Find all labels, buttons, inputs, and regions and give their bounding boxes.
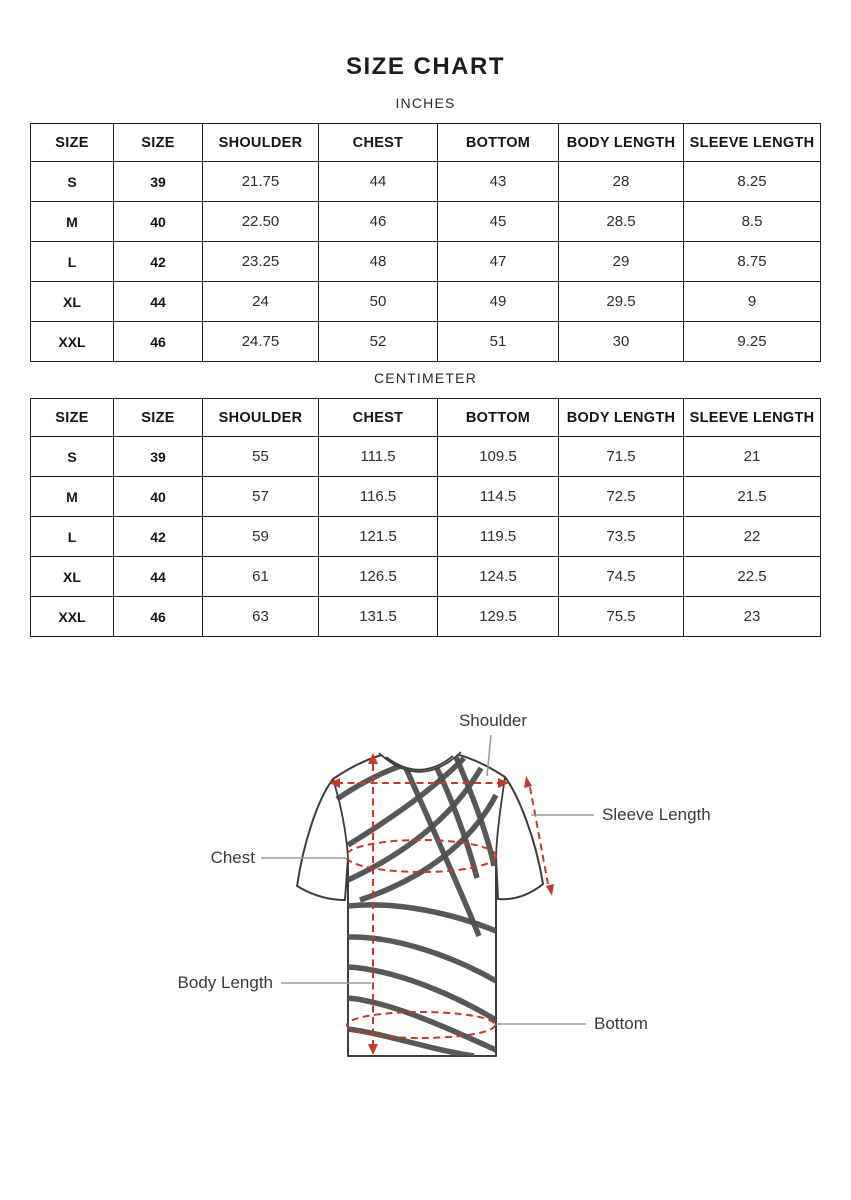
chest-label: Chest bbox=[210, 848, 255, 867]
table-row bbox=[31, 437, 821, 477]
table-cell: 124.5 bbox=[438, 557, 559, 597]
shoulder-pointer-line bbox=[487, 735, 491, 776]
table-cell: 9.25 bbox=[684, 322, 821, 362]
size-table-centimeter bbox=[30, 398, 821, 637]
page-title: SIZE CHART bbox=[346, 53, 505, 80]
table-cell: 28.5 bbox=[559, 202, 684, 242]
table-cell: 46 bbox=[114, 597, 203, 637]
table-row bbox=[31, 597, 821, 637]
table-cell: 42 bbox=[114, 517, 203, 557]
table-cell: XXL bbox=[31, 597, 114, 637]
table-cell: 21.5 bbox=[684, 477, 821, 517]
table-cell: 129.5 bbox=[438, 597, 559, 637]
table-cell: 24 bbox=[203, 282, 319, 322]
table-cell: L bbox=[31, 242, 114, 282]
column-header: CHEST bbox=[319, 124, 438, 162]
column-header: BOTTOM bbox=[438, 399, 559, 437]
sleeve-measure-line bbox=[530, 787, 548, 884]
table-cell: 29 bbox=[559, 242, 684, 282]
table-row bbox=[31, 557, 821, 597]
table-cell: 8.5 bbox=[684, 202, 821, 242]
table-cell: XXL bbox=[31, 322, 114, 362]
table-cell: 116.5 bbox=[319, 477, 438, 517]
table-cell: 57 bbox=[203, 477, 319, 517]
table-cell: 52 bbox=[319, 322, 438, 362]
table-cell: 30 bbox=[559, 322, 684, 362]
table-cell: 44 bbox=[319, 162, 438, 202]
table-cell: 61 bbox=[203, 557, 319, 597]
table-cell: 73.5 bbox=[559, 517, 684, 557]
table-cell: 126.5 bbox=[319, 557, 438, 597]
table-cell: 39 bbox=[114, 162, 203, 202]
table-cell: M bbox=[31, 477, 114, 517]
table-cell: 121.5 bbox=[319, 517, 438, 557]
table-row bbox=[31, 202, 821, 242]
table-cell: 21.75 bbox=[203, 162, 319, 202]
column-header: SLEEVE LENGTH bbox=[684, 124, 821, 162]
chest-measure-ellipse bbox=[346, 840, 496, 872]
sleeve-length-label: Sleeve Length bbox=[602, 805, 711, 824]
table-cell: XL bbox=[31, 557, 114, 597]
table-cell: XL bbox=[31, 282, 114, 322]
table-row bbox=[31, 242, 821, 282]
table-cell: 44 bbox=[114, 557, 203, 597]
shoulder-label: Shoulder bbox=[458, 711, 528, 730]
table-row bbox=[31, 517, 821, 557]
collar bbox=[379, 745, 461, 772]
column-header: BODY LENGTH bbox=[559, 399, 684, 437]
table-cell: 49 bbox=[438, 282, 559, 322]
table-cell: M bbox=[31, 202, 114, 242]
table-cell: 75.5 bbox=[559, 597, 684, 637]
table-cell: 23.25 bbox=[203, 242, 319, 282]
table-cell: 51 bbox=[438, 322, 559, 362]
bottom-label: Bottom bbox=[594, 1014, 648, 1033]
table-cell: 74.5 bbox=[559, 557, 684, 597]
table-cell: 40 bbox=[114, 477, 203, 517]
table-cell: 8.75 bbox=[684, 242, 821, 282]
table-cell: 8.25 bbox=[684, 162, 821, 202]
tshirt-illustration bbox=[297, 745, 543, 1056]
column-header: SIZE bbox=[31, 124, 114, 162]
table-cell: 50 bbox=[319, 282, 438, 322]
table-row bbox=[31, 162, 821, 202]
measurement-marks bbox=[329, 753, 554, 1055]
column-header: SHOULDER bbox=[203, 399, 319, 437]
table-cell: 71.5 bbox=[559, 437, 684, 477]
table-header-row bbox=[31, 124, 821, 162]
table-row bbox=[31, 477, 821, 517]
tshirt-outline bbox=[297, 749, 543, 1056]
table-row bbox=[31, 322, 821, 362]
table-cell: 22.50 bbox=[203, 202, 319, 242]
column-header: SIZE bbox=[114, 399, 203, 437]
table-cell: 45 bbox=[438, 202, 559, 242]
table-cell: 131.5 bbox=[319, 597, 438, 637]
size-table-inches bbox=[30, 123, 821, 362]
table-cell: 29.5 bbox=[559, 282, 684, 322]
table-cell: 40 bbox=[114, 202, 203, 242]
table-cell: 44 bbox=[114, 282, 203, 322]
table-cell: L bbox=[31, 517, 114, 557]
table-cell: 21 bbox=[684, 437, 821, 477]
table-header-row bbox=[31, 399, 821, 437]
unit-label-inches: INCHES bbox=[395, 95, 456, 111]
table-cell: S bbox=[31, 437, 114, 477]
unit-label-centimeter: CENTIMETER bbox=[374, 370, 477, 386]
table-cell: 9 bbox=[684, 282, 821, 322]
table-cell: 63 bbox=[203, 597, 319, 637]
armhole-seam-left bbox=[333, 779, 348, 857]
tshirt-stripe-pattern bbox=[337, 757, 496, 1056]
table-cell: 46 bbox=[114, 322, 203, 362]
table-cell: 119.5 bbox=[438, 517, 559, 557]
column-header: SIZE bbox=[31, 399, 114, 437]
column-header: SLEEVE LENGTH bbox=[684, 399, 821, 437]
table-cell: 28 bbox=[559, 162, 684, 202]
table-row bbox=[31, 282, 821, 322]
table-cell: 59 bbox=[203, 517, 319, 557]
table-cell: 48 bbox=[319, 242, 438, 282]
armhole-seam-right bbox=[496, 777, 505, 857]
body-length-label: Body Length bbox=[177, 973, 273, 992]
table-cell: 39 bbox=[114, 437, 203, 477]
column-header: BODY LENGTH bbox=[559, 124, 684, 162]
table-cell: 22.5 bbox=[684, 557, 821, 597]
table-cell: 24.75 bbox=[203, 322, 319, 362]
table-cell: 111.5 bbox=[319, 437, 438, 477]
column-header: SHOULDER bbox=[203, 124, 319, 162]
table-cell: 42 bbox=[114, 242, 203, 282]
label-pointer-lines bbox=[261, 735, 594, 1024]
table-cell: 43 bbox=[438, 162, 559, 202]
table-cell: 114.5 bbox=[438, 477, 559, 517]
table-cell: 55 bbox=[203, 437, 319, 477]
column-header: BOTTOM bbox=[438, 124, 559, 162]
bottom-measure-ellipse bbox=[347, 1012, 495, 1038]
table-cell: 22 bbox=[684, 517, 821, 557]
column-header: CHEST bbox=[319, 399, 438, 437]
table-cell: 47 bbox=[438, 242, 559, 282]
table-cell: 46 bbox=[319, 202, 438, 242]
table-cell: 23 bbox=[684, 597, 821, 637]
table-cell: 72.5 bbox=[559, 477, 684, 517]
table-cell: 109.5 bbox=[438, 437, 559, 477]
table-cell: S bbox=[31, 162, 114, 202]
column-header: SIZE bbox=[114, 124, 203, 162]
